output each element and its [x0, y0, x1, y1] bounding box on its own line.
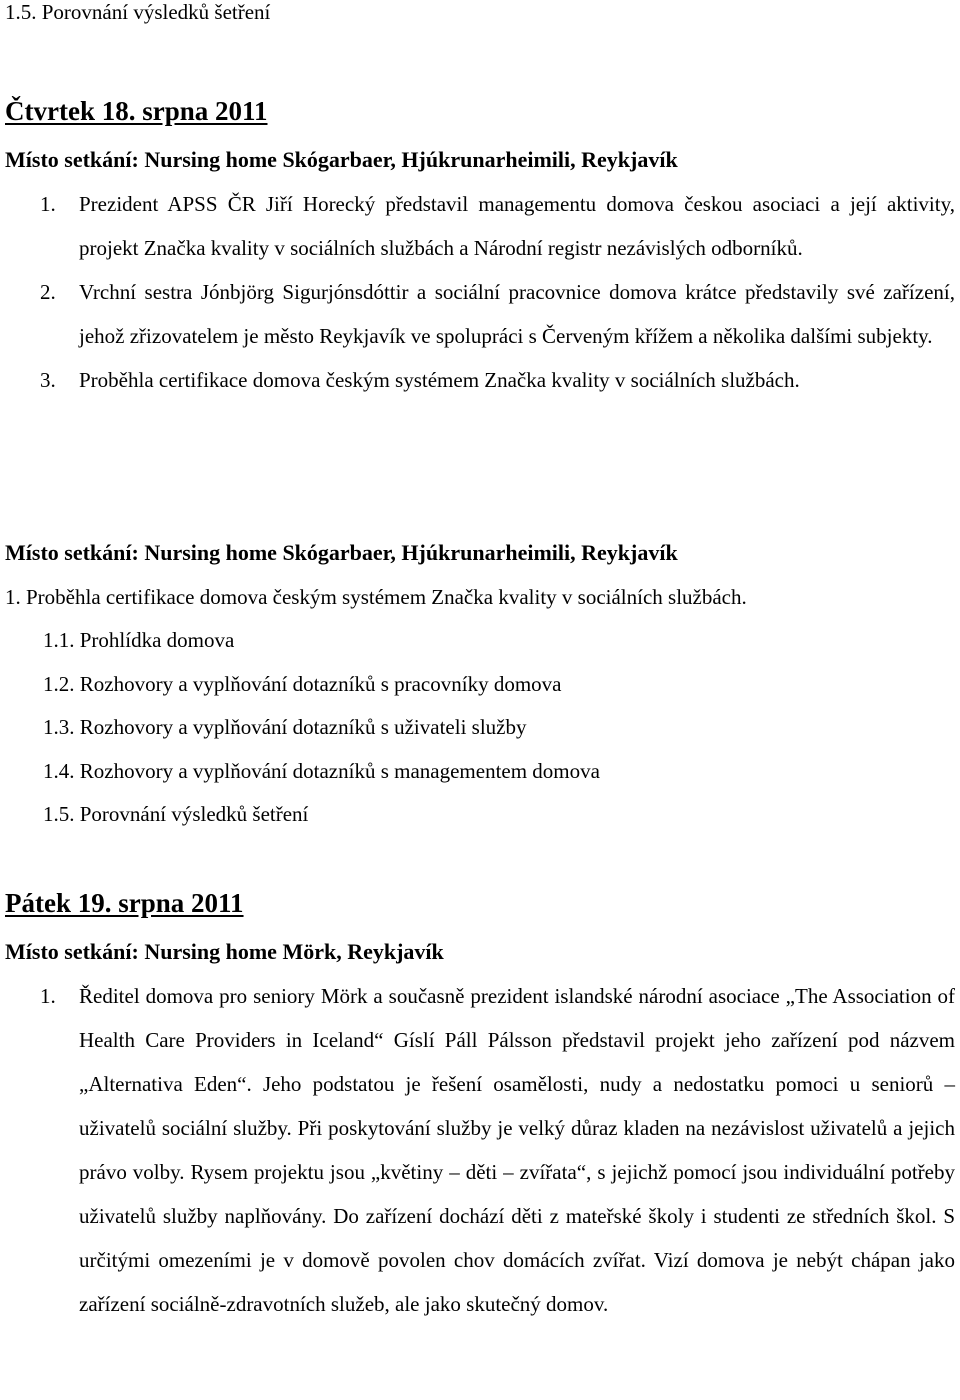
friday-heading: Pátek 19. srpna 2011	[5, 888, 244, 918]
thursday-heading: Čtvrtek 18. srpna 2011	[5, 96, 268, 126]
thursday-location: Místo setkání: Nursing home Skógarbaer, Hjúkrunarheimili, Reykjavík	[5, 147, 678, 172]
sub-item: 1.1. Prohlídka domova	[43, 628, 235, 652]
list-item	[4, 182, 955, 270]
top-list-item: 1.5. Porovnání výsledků šetření	[5, 0, 271, 24]
list-item-text: Ředitel domova pro seniory Mörk a současně prezident islandské národní asociace „The Association of Health Care Providers in Iceland“ Gíslí Páll Pálsson představil projekt jeho zařízení pod názvem „Alternativa Eden“. Jeho podstatou je řešení osamělosti, nudy a nedostatku pomoci u seniorů – uživatelů sociální služby. Při poskytování služby je velký důraz kladen na nezávislost uživatelů a jejich právo volby. Rysem projektu jsou „květiny – děti – zvířata“, s jejichž pomocí jsou individuální potřeby uživatelů služby naplňovány. Do zařízení dochází děti z mateřské školy i studenti ze středních škol. S určitými omezeními je v domově povolen chov domácích zvířat. Vizí domova je nebýt chápan jako zařízení sociálně-zdravotních služeb, ale jako skutečný domov.	[79, 984, 955, 1316]
list-item-text: Vrchní sestra Jónbjörg Sigurjónsdóttir a sociální pracovnice domova krátce představily své zařízení, jehož zřizovatelem je město Reykjavík ve spolupráci s Červeným křížem a několika dalšími subjekty.	[79, 280, 955, 348]
sub-item: 1.2. Rozhovory a vyplňování dotazníků s pracovníky domova	[43, 672, 562, 696]
list-item-number: 1.	[40, 984, 56, 1008]
second-location: Místo setkání: Nursing home Skógarbaer, Hjúkrunarheimili, Reykjavík	[5, 540, 678, 565]
second-item: 1. Proběhla certifikace domova českým systémem Značka kvality v sociálních službách.	[5, 585, 747, 609]
list-item-text: Proběhla certifikace domova českým systémem Značka kvality v sociálních službách.	[79, 368, 800, 392]
sub-item: 1.3. Rozhovory a vyplňování dotazníků s uživateli služby	[43, 715, 527, 739]
list-item-number: 1.	[40, 192, 56, 216]
sub-item: 1.5. Porovnání výsledků šetření	[43, 802, 309, 826]
list-item-number: 3.	[40, 368, 56, 392]
list-item-text: Prezident APSS ČR Jiří Horecký představil managementu domova českou asociaci a její aktivity, projekt Značka kvality v sociálních službách a Národní registr nezávislých odborníků.	[79, 192, 955, 260]
friday-location: Místo setkání: Nursing home Mörk, Reykjavík	[5, 939, 444, 964]
list-item-number: 2.	[40, 280, 56, 304]
list-item	[4, 358, 955, 402]
sub-item: 1.4. Rozhovory a vyplňování dotazníků s managementem domova	[43, 759, 600, 783]
list-item	[4, 974, 955, 1326]
list-item	[4, 270, 955, 358]
friday-list	[4, 974, 955, 1326]
thursday-list	[4, 182, 955, 402]
